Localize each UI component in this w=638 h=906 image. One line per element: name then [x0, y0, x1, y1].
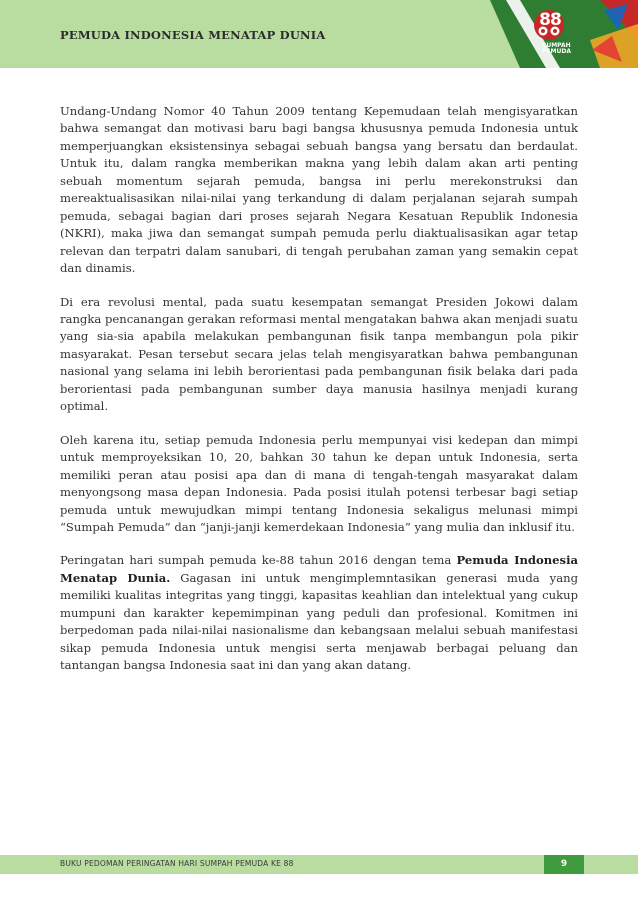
paragraph-3: Oleh karena itu, setiap pemuda Indonesia perlu mempunyai visi kedepan dan mimpi untuk memproyeksikan 10, 20, bahkan 30 tahun ke depan untuk Indonesia, serta memiliki peran atau posisi apa dan di mana di tengah-tengah masyarakat dalam menyongsong masa depan Indonesia. Pada posisi itulah potensi terbesar bagi setiap pemuda untuk mewujudkan mimpi tentang Indonesia sekaligus melunasi mimpi “Sumpah Pemuda” dan “janji-janji kemerdekaan Indonesia” yang mulia dan inklusif itu.: [60, 432, 578, 534]
theme-title: Pemuda Indonesia Menatap Dunia.: [60, 553, 579, 585]
paragraph-4: [60, 552, 578, 674]
paragraph-4-end: Gagasan ini untuk mengimplemntasikan generasi muda yang memiliki kualitas integritas yang tinggi, kapasitas keahlian dan intelektual yang cukup mumpuni dan karakter kepemimpinan yang peduli dan profesional. Komitmen ini berpedoman pada nilai-nilai nasionalisme dan kebangsaan melalui sebuah manifestasi sikap pemuda Indonesia untuk mengisi serta menjawab berbagai peluang dan tantangan bangsa Indonesia saat ini dan yang akan datang.: [60, 570, 579, 673]
main-content: [60, 103, 578, 691]
page-footer: [0, 855, 638, 874]
logo-number: 88: [539, 10, 561, 30]
paragraph-2: Di era revolusi mental, pada suatu kesempatan semangat Presiden Jokowi dalam rangka pencanangan gerakan reformasi mental mengatakan bahwa akan menjadi suatu yang sia-sia apabila melakukan pembangunan fisik tanpa membangun pola pikir masyarakat. Pesan tersebut secara jelas telah mengisyaratkan bahwa pembangunan nasional yang selama ini lebih berorientasi pada pembangunan fisik belaka dari pada berorientasi pada pembangunan sumber daya manusia hasilnya menjadi kurang optimal.: [60, 294, 578, 414]
header-title: PEMUDA INDONESIA MENATAP DUNIA: [60, 28, 326, 42]
footer-text: BUKU PEDOMAN PERINGATAN HARI SUMPAH PEMUDA KE 88: [60, 859, 294, 868]
logo-text-line1: SUMPAH: [542, 42, 571, 49]
page-number: 9: [544, 855, 584, 874]
page-header: [0, 0, 638, 68]
paragraph-1: Undang-Undang Nomor 40 Tahun 2009 tentang Kepemudaan telah mengisyaratkan bahwa semangat dan motivasi baru bagi bangsa khususnya pemuda Indonesia untuk memperjuangkan eksistensinya sebagai sebuah bangsa yang bersatu dan berdaulat. Untuk itu, dalam rangka memberikan makna yang lebih dalam akan arti penting sebuah momentum sejarah pemuda, bangsa ini perlu merekonstruksi dan mereaktualisasikan nilai-nilai yang terkandung di dalam perjalanan sejarah sumpah pemuda, sebagai bagian dari proses sejarah Negara Kesatuan Republik Indonesia (NKRI), maka jiwa dan semangat sumpah pemuda perlu diaktualisasikan agar tetap relevan dan terpatri dalam sanubari, di tengah perubahan zaman yang semakin cepat dan dinamis.: [60, 104, 578, 276]
logo-text-line2: PEMUDA: [542, 48, 571, 55]
paragraph-4-start: Peringatan hari sumpah pemuda ke-88 tahun 2016 dengan tema: [60, 553, 457, 568]
